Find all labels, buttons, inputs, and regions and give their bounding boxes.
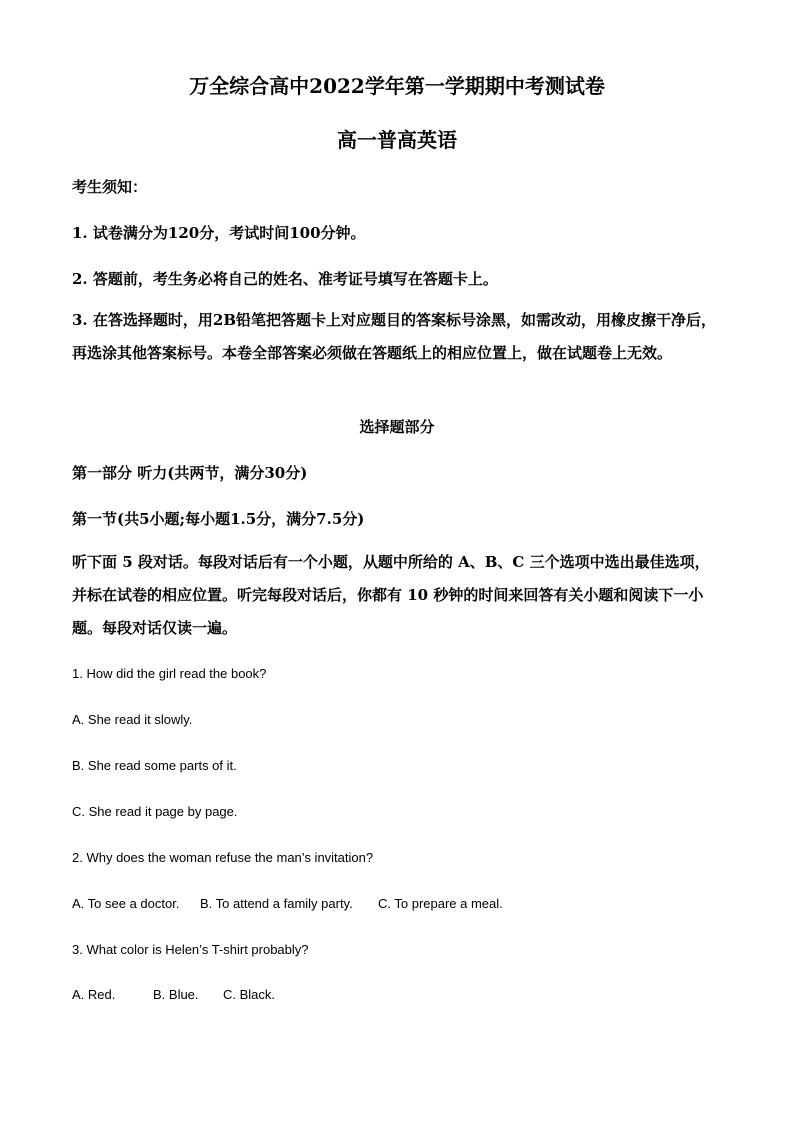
question-3-option-b: B. Blue. [153, 987, 199, 1002]
question-1-option-b: B. She read some parts of it. [72, 758, 237, 773]
notice-heading: 考生须知： [72, 178, 148, 196]
question-3: 3. What color is Helen’s T-shirt probably? [72, 942, 309, 957]
notice-item-3: 3. 在答选择题时，用2B铅笔把答题卡上对应题目的答案标号涂黑，如需改动，用橡皮擦干净后，再选涂其他答案标号。本卷全部答案必须做在答题纸上的相应位置上，做在试题卷上无效。 [72, 311, 717, 362]
notice-item-2: 2. 答题前，考生务必将自己的姓名、准考证号填写在答题卡上。 [72, 270, 498, 288]
question-3-option-c: C. Black. [223, 987, 276, 1002]
question-3-option-a: A. Red. [72, 987, 116, 1002]
section-title: 选择题部分 [359, 418, 435, 436]
question-2: 2. Why does the woman refuse the man’s invitation? [72, 850, 374, 865]
question-1-option-c: C. She read it page by page. [72, 804, 238, 819]
question-1: 1. How did the girl read the book? [72, 666, 267, 681]
notice-item-1: 1. 试卷满分为120分，考试时间100分钟。 [72, 224, 366, 242]
part-1-heading: 第一部分 听力(共两节，满分30分) [72, 464, 308, 482]
section-1-heading: 第一节(共5小题;每小题1.5分，满分7.5分) [72, 510, 365, 528]
question-1-option-a: A. She read it slowly. [72, 712, 193, 727]
exam-subtitle: 高一普高英语 [337, 128, 457, 152]
question-2-option-b: B. To attend a family party. [200, 896, 353, 911]
question-2-option-a: A. To see a doctor. [72, 896, 180, 911]
exam-title: 万全综合高中2022学年第一学期期中考测试卷 [189, 74, 605, 98]
listening-instructions: 听下面 5 段对话。每段对话后有一个小题，从题中所给的 A、B、C 三个选项中选出最佳选项，并标在试卷的相应位置。听完每段对话后，你都有 10 秒钟的时间来回答有关小题和阅读下一小题。每段对话仅读一遍。 [72, 553, 710, 637]
question-2-option-c: C. To prepare a meal. [378, 896, 503, 911]
